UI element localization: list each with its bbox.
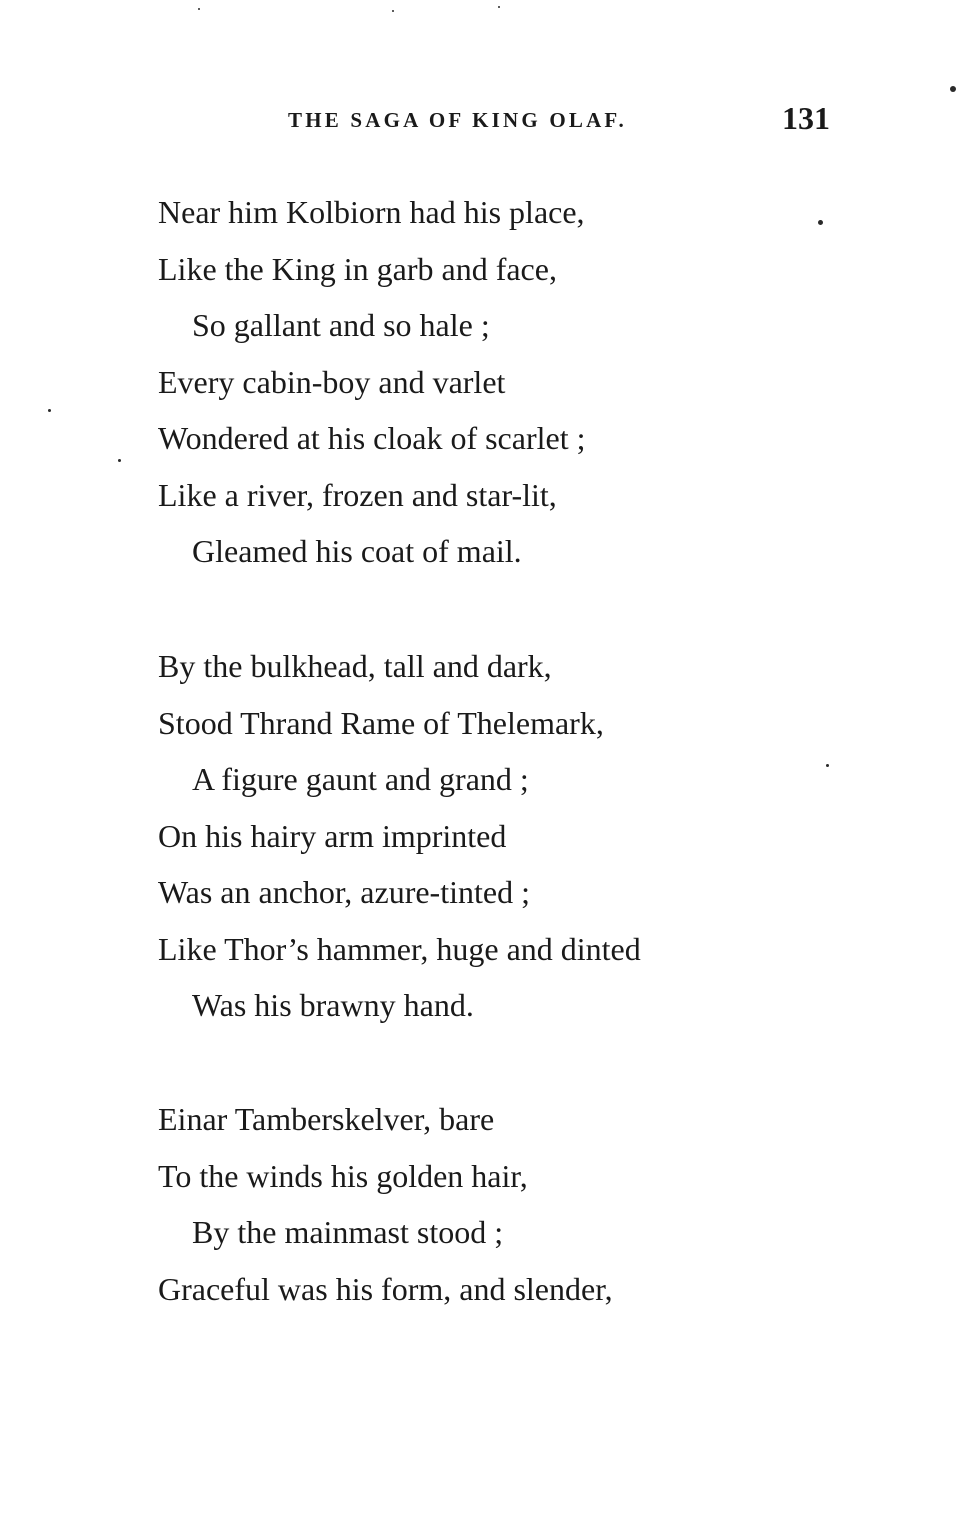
running-title: THE SAGA OF KING OLAF. bbox=[288, 108, 627, 132]
ink-speck bbox=[48, 409, 51, 412]
verse-line: Like the King in garb and face, bbox=[158, 250, 557, 287]
ink-speck bbox=[826, 764, 829, 767]
page-number: 131 bbox=[782, 100, 830, 136]
verse-line: Stood Thrand Rame of Thelemark, bbox=[158, 704, 604, 741]
verse-line: Near him Kolbiorn had his place, bbox=[158, 194, 585, 230]
verse-line: By the bulkhead, tall and dark, bbox=[158, 648, 552, 684]
ink-speck bbox=[818, 220, 823, 225]
ink-speck bbox=[498, 6, 500, 8]
verse-line-indented: A figure gaunt and grand ; bbox=[192, 761, 529, 797]
verse-line: Wondered at his cloak of scarlet ; bbox=[158, 420, 586, 456]
verse-line: Einar Tamberskelver, bare bbox=[158, 1101, 495, 1137]
verse-line-indented: So gallant and so hale ; bbox=[192, 307, 490, 343]
verse-line: Graceful was his form, and slender, bbox=[158, 1270, 613, 1307]
verse-line-indented: By the mainmast stood ; bbox=[192, 1214, 504, 1250]
verse-line: Was an anchor, azure-tinted ; bbox=[158, 874, 530, 910]
ink-speck bbox=[118, 459, 121, 462]
verse-line: On his hairy arm imprinted bbox=[158, 817, 507, 854]
stanza bbox=[158, 638, 858, 1034]
ink-speck bbox=[198, 8, 200, 10]
verse-line: Every cabin-boy and varlet bbox=[158, 363, 506, 400]
ink-speck bbox=[392, 10, 394, 12]
verse-line: Like a river, frozen and star-lit, bbox=[158, 476, 557, 513]
ink-speck bbox=[950, 86, 956, 92]
verse-line-indented: Was his brawny hand. bbox=[192, 987, 474, 1023]
verse-line: Like Thor’s hammer, huge and dinted bbox=[158, 930, 641, 967]
verse-line-indented: Gleamed his coat of mail. bbox=[192, 533, 522, 569]
verse-line: To the winds his golden hair, bbox=[158, 1157, 528, 1194]
running-header bbox=[0, 100, 980, 140]
stanza bbox=[158, 184, 858, 580]
stanza bbox=[158, 1091, 858, 1317]
